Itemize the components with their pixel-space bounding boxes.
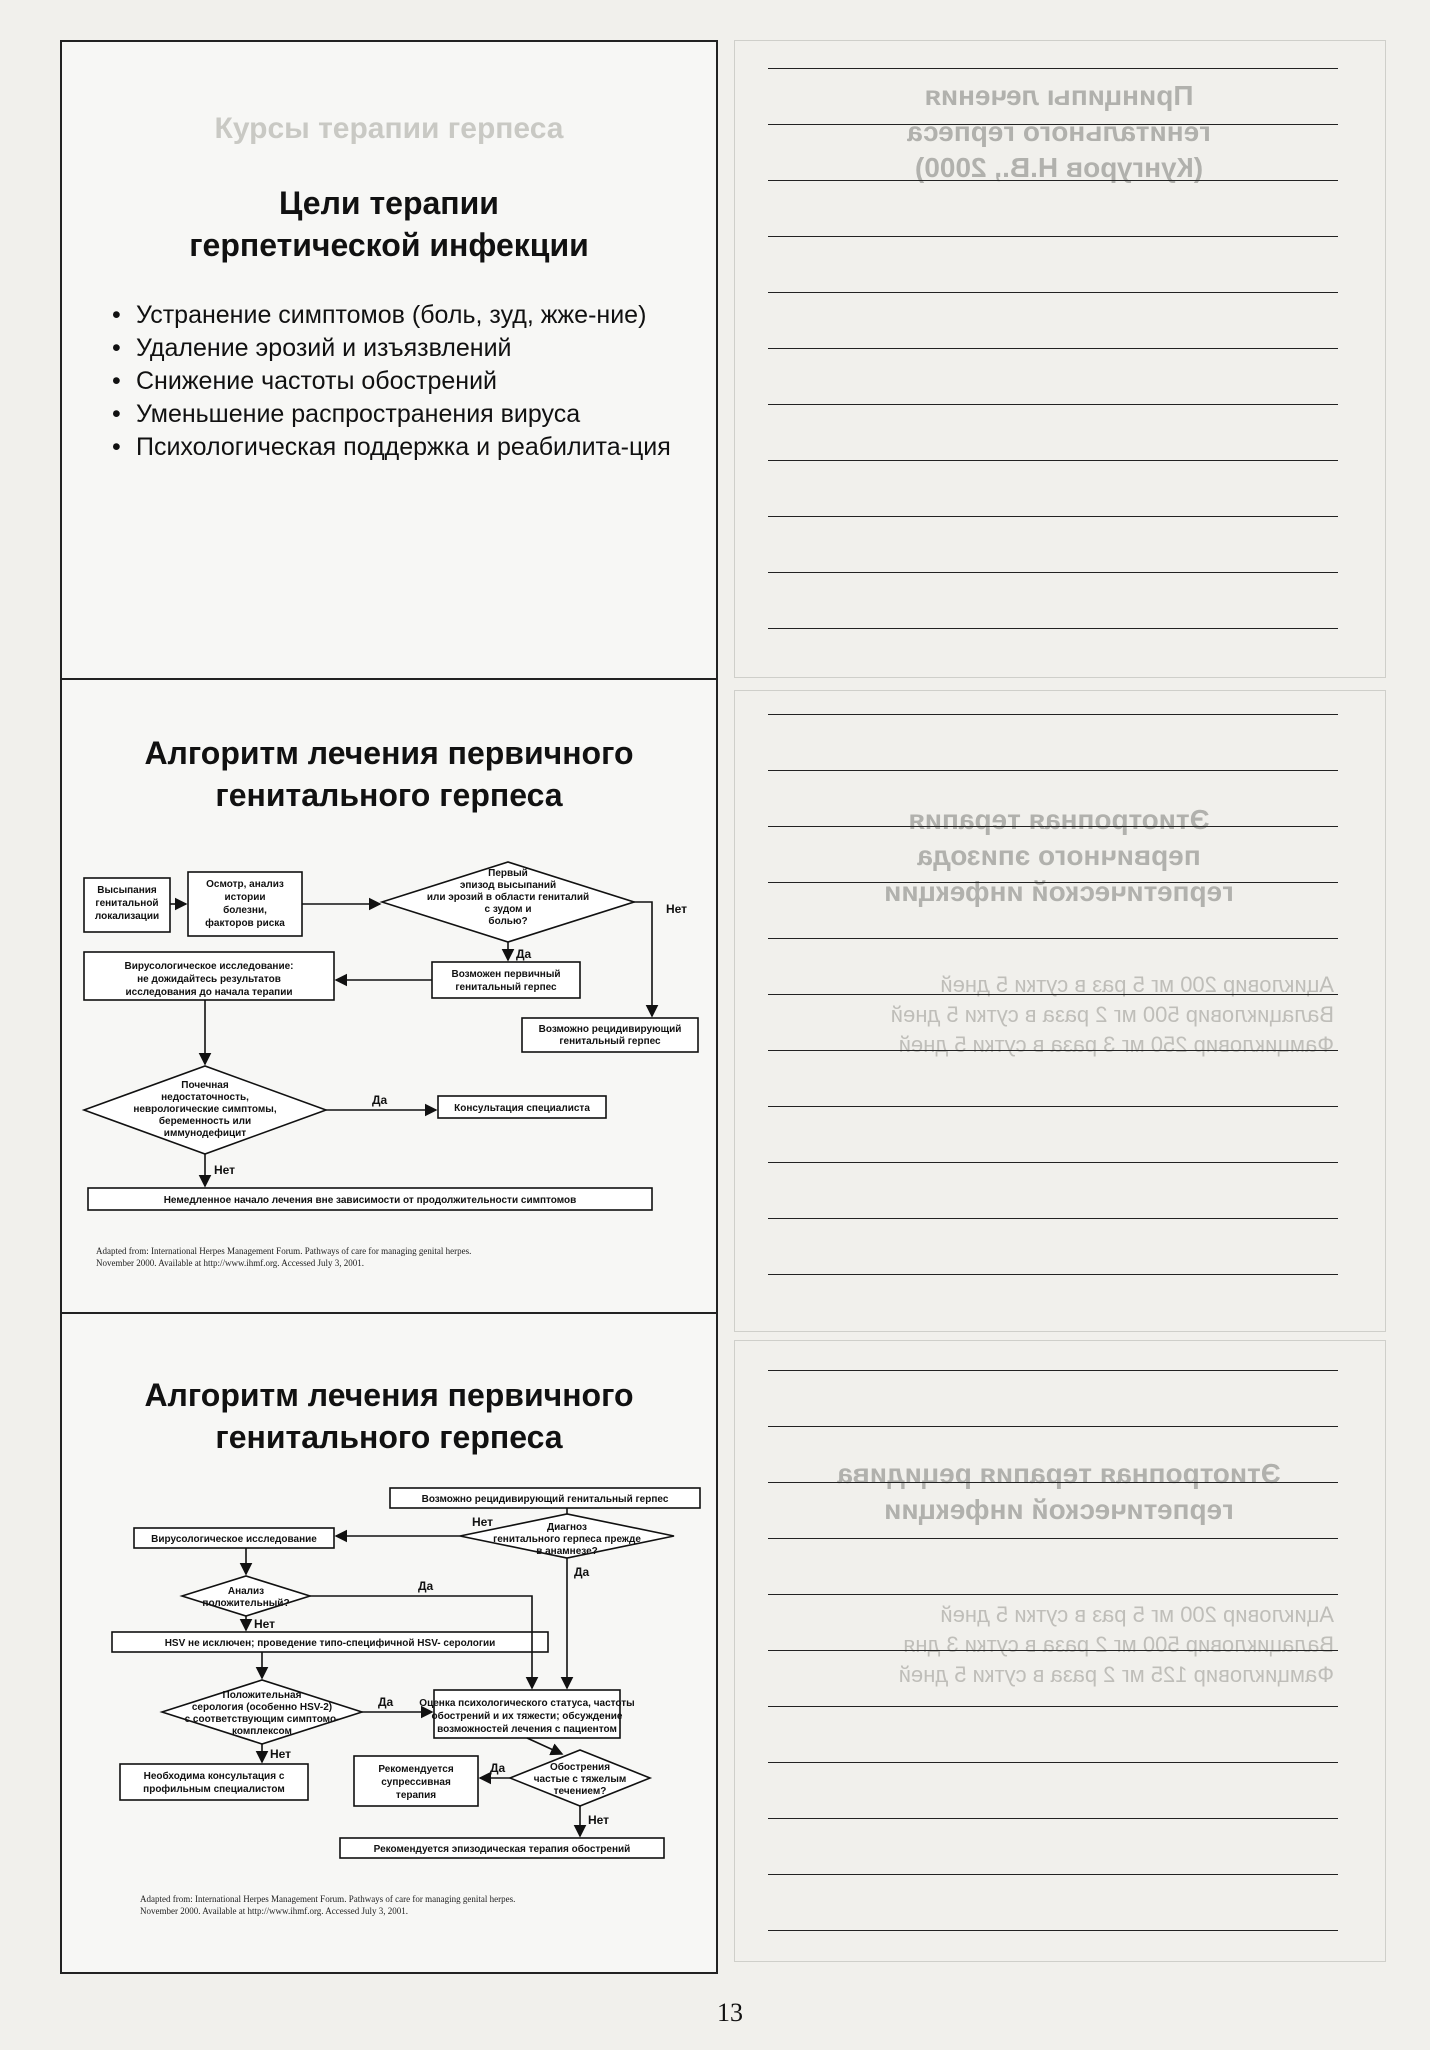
flow-text: Осмотр, анализ истории болезни, факторов риска bbox=[205, 879, 285, 929]
note-line bbox=[768, 938, 1338, 939]
note-line bbox=[768, 826, 1338, 827]
note-line bbox=[768, 1162, 1338, 1163]
flow-text: Рекомендуется супрессивная терапия bbox=[378, 1764, 454, 1801]
slide-title-line: Цели терапии bbox=[279, 185, 499, 221]
note-line bbox=[768, 628, 1338, 629]
page-number: 13 bbox=[717, 1998, 743, 2027]
slide-therapy-goals bbox=[62, 42, 716, 680]
bullet-item: • Уменьшение распространения вируса bbox=[110, 399, 700, 430]
note-line bbox=[768, 292, 1338, 293]
slide-primary-algorithm bbox=[62, 680, 716, 1314]
flow-label-no: Нет bbox=[588, 1813, 610, 1827]
note-line bbox=[768, 1426, 1338, 1427]
note-line bbox=[768, 180, 1338, 181]
flow-text: Оценка психологического статуса, частоты обострений и их тяжести; обсуждение возможностей лечения с пациентом bbox=[419, 1698, 635, 1735]
flow-text: Анализ положительный? bbox=[202, 1586, 290, 1609]
note-line bbox=[768, 714, 1338, 715]
note-line bbox=[768, 404, 1338, 405]
note-line bbox=[768, 1482, 1338, 1483]
flow-text: Консультация специалиста bbox=[454, 1103, 590, 1114]
slide-recurrent-algorithm bbox=[62, 1314, 716, 1972]
note-line bbox=[768, 572, 1338, 573]
flow-text: Вирусологическое исследование: не дожидайтесь результатов исследования до начала терапии bbox=[124, 961, 294, 998]
note-line bbox=[768, 68, 1338, 69]
bullet-item: • Удаление эрозий и изъязвлений bbox=[110, 333, 700, 364]
note-line bbox=[768, 1274, 1338, 1275]
note-line bbox=[768, 1106, 1338, 1107]
note-line bbox=[768, 460, 1338, 461]
note-line bbox=[768, 1762, 1338, 1763]
flowchart bbox=[62, 1314, 716, 1972]
slide-title bbox=[62, 182, 716, 266]
flow-label-yes: Да bbox=[378, 1695, 394, 1709]
flow-label-yes: Да bbox=[418, 1579, 434, 1593]
bullet-item: • Снижение частоты обострений bbox=[110, 366, 700, 397]
flow-text: Немедленное начало лечения вне зависимости от продолжительности симптомов bbox=[163, 1195, 577, 1206]
flow-label-no: Нет bbox=[270, 1747, 292, 1761]
bleed-through-text: Принципы лечения генитального герпеса (Кунгуров Н.В., 2000) bbox=[907, 80, 1211, 183]
flow-text: Положительная серология (особенно HSV-2) с соответствующим симптомо-комплексом bbox=[184, 1690, 340, 1737]
slide-title-line: Алгоритм лечения первичного bbox=[144, 1377, 634, 1413]
slides-column bbox=[60, 40, 718, 1974]
flow-label-no: Нет bbox=[214, 1163, 236, 1177]
flow-label-yes: Да bbox=[516, 947, 532, 961]
bullet-list bbox=[110, 300, 700, 465]
flow-label-yes: Да bbox=[372, 1093, 388, 1107]
note-line bbox=[768, 770, 1338, 771]
bullet-item: • Устранение симптомов (боль, зуд, жже-ние) bbox=[110, 300, 700, 331]
flow-text: Первый эпизод высыпаний или эрозий в области гениталий с зудом и болью? bbox=[426, 868, 590, 927]
bleed-through-text: Ацикловир 200 мг 5 раз в сутки 5 дней Валацикловир 500 мг 2 раза в сутки 3 дня Фамцикловир 125 мг 2 раза в сутки 5 дней bbox=[898, 1602, 1334, 1687]
source-note: Adapted from: International Herpes Management Forum. Pathways of care for managing genital herpes. bbox=[96, 1246, 472, 1256]
note-line bbox=[768, 1706, 1338, 1707]
note-line bbox=[768, 1818, 1338, 1819]
note-line bbox=[768, 124, 1338, 125]
flow-label-yes: Да bbox=[490, 1761, 506, 1775]
source-note: November 2000. Available at http://www.ihmf.org. Accessed July 3, 2001. bbox=[140, 1906, 409, 1916]
slide-title-line: герпетической инфекции bbox=[189, 227, 589, 263]
slide-title-line: Алгоритм лечения первичного bbox=[144, 735, 634, 771]
note-line bbox=[768, 1594, 1338, 1595]
note-line bbox=[768, 1538, 1338, 1539]
flow-text: Диагноз генитального герпеса прежде в анамнезе? bbox=[493, 1522, 641, 1557]
flow-text: Рекомендуется эпизодическая терапия обострений bbox=[373, 1844, 631, 1855]
bleed-through-text: Этиотропная терапия первичного эпизода герпетической инфекции bbox=[884, 804, 1234, 907]
slide-title-line: генитального герпеса bbox=[215, 777, 563, 813]
bleed-through-text: Этиотропная терапия рецидива герпетической инфекции bbox=[837, 1458, 1281, 1525]
flow-text: Вирусологическое исследование bbox=[151, 1534, 317, 1545]
flow-text: Высыпания генитальной локализации bbox=[94, 885, 160, 922]
note-line bbox=[768, 1930, 1338, 1931]
bleed-through-text: Курсы терапии герпеса bbox=[214, 112, 564, 145]
flow-label-yes: Да bbox=[574, 1565, 590, 1579]
flow-text: HSV не исключен; проведение типо-специфичной HSV- серологии bbox=[164, 1638, 496, 1649]
flowchart bbox=[62, 680, 716, 1312]
flow-text: Возможен первичный генитальный герпес bbox=[451, 969, 561, 993]
notes-column bbox=[734, 40, 1384, 1970]
bullet-item: • Психологическая поддержка и реабилита-ция bbox=[110, 432, 700, 463]
flow-label-no: Нет bbox=[666, 902, 688, 916]
note-line bbox=[768, 994, 1338, 995]
note-line bbox=[768, 1218, 1338, 1219]
note-line bbox=[768, 882, 1338, 883]
flow-text: Обострения частые с тяжелым течением? bbox=[533, 1762, 627, 1797]
note-line bbox=[768, 348, 1338, 349]
bleed-through-text: Ацикловир 200 мг 5 раз в сутки 5 дней Валацикловир 500 мг 2 раза в сутки 5 дней Фамцикловир 250 мг 3 раза в сутки 5 дней bbox=[890, 972, 1334, 1057]
flow-text: Возможно рецидивирующий генитальный герпес bbox=[421, 1494, 669, 1505]
note-line bbox=[768, 1874, 1338, 1875]
flow-text: Почечная недостаточность, неврологические симптомы, беременность или иммунодефицит bbox=[133, 1080, 277, 1139]
flow-label-no: Нет bbox=[472, 1515, 494, 1529]
note-line bbox=[768, 236, 1338, 237]
note-line bbox=[768, 1050, 1338, 1051]
source-note: November 2000. Available at http://www.ihmf.org. Accessed July 3, 2001. bbox=[96, 1258, 365, 1268]
note-line bbox=[768, 1370, 1338, 1371]
source-note: Adapted from: International Herpes Management Forum. Pathways of care for managing genital herpes. bbox=[140, 1894, 516, 1904]
note-line bbox=[768, 516, 1338, 517]
flow-label-no: Нет bbox=[254, 1617, 276, 1631]
flow-text: Необходима консультация с профильным специалистом bbox=[143, 1771, 285, 1795]
slide-title-line: генитального герпеса bbox=[215, 1419, 563, 1455]
note-line bbox=[768, 1650, 1338, 1651]
flow-text: Возможно рецидивирующий генитальный герпес bbox=[538, 1024, 682, 1047]
